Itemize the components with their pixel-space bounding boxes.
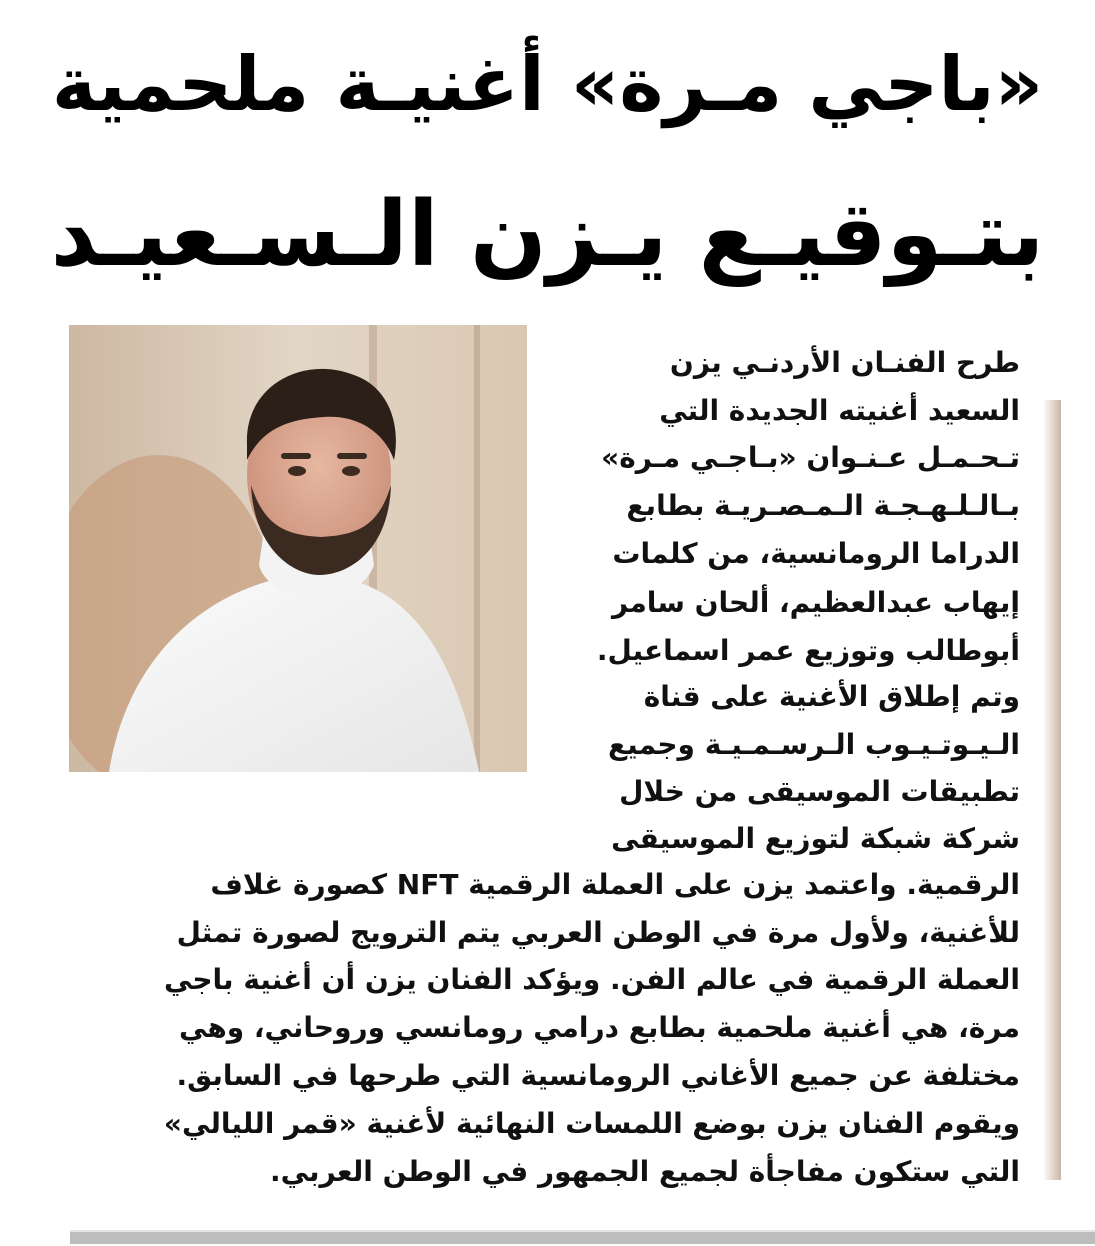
article-line: بـالـلـهـجـة الـمـصـريـة بطابع — [626, 489, 1020, 522]
article-line: الـيـوتـيـوب الـرسـمـيـة وجميع — [608, 728, 1020, 761]
article-line: مرة، هي أغنية ملحمية بطابع درامي رومانسي وروحاني، وهي — [179, 1011, 1020, 1044]
article-line: العملة الرقمية في عالم الفن. ويؤكد الفنان يزن أن أغنية باجي — [164, 963, 1020, 996]
article-line: ويقوم الفنان يزن بوضع اللمسات النهائية لأغنية «قمر الليالي» — [163, 1107, 1020, 1140]
article-line: الرقمية. واعتمد يزن على العملة الرقمية NFT كصورة غلاف — [210, 868, 1020, 901]
headline-line-1: «باجي مـرة» أغنيـة ملحمية — [51, 40, 1044, 128]
article-line: للأغنية، ولأول مرة في الوطن العربي يتم الترويج لصورة تمثل — [176, 916, 1020, 949]
artist-portrait-photo — [69, 325, 527, 772]
headline-line-2: بتـوقيـع يـزن الـسـعيـد — [50, 182, 1045, 287]
article-line: طرح الفنـان الأردنـي يزن — [669, 346, 1020, 379]
article-line: أبوطالب وتوزيع عمر اسماعيل. — [596, 634, 1020, 667]
article-line: شركة شبكة لتوزيع الموسيقى — [611, 822, 1020, 855]
article-line: تطبيقات الموسيقى من خلال — [619, 775, 1020, 808]
article-line: تـحـمـل عـنـوان «بـاجـي مـرة» — [601, 441, 1020, 474]
column-side-rule — [1043, 400, 1061, 1180]
article-line: مختلفة عن جميع الأغاني الرومانسية التي طرحها في السابق. — [176, 1059, 1020, 1092]
article-line: التي ستكون مفاجأة لجميع الجمهور في الوطن العربي. — [270, 1155, 1020, 1188]
article-line: الدراما الرومانسية، من كلمات — [612, 537, 1020, 570]
article-line: وتم إطلاق الأغنية على قناة — [643, 680, 1020, 713]
article-line: إيهاب عبدالعظيم، ألحان سامر — [612, 586, 1020, 619]
bottom-divider — [70, 1230, 1095, 1244]
article-line: السعيد أغنيته الجديدة التي — [659, 394, 1020, 427]
